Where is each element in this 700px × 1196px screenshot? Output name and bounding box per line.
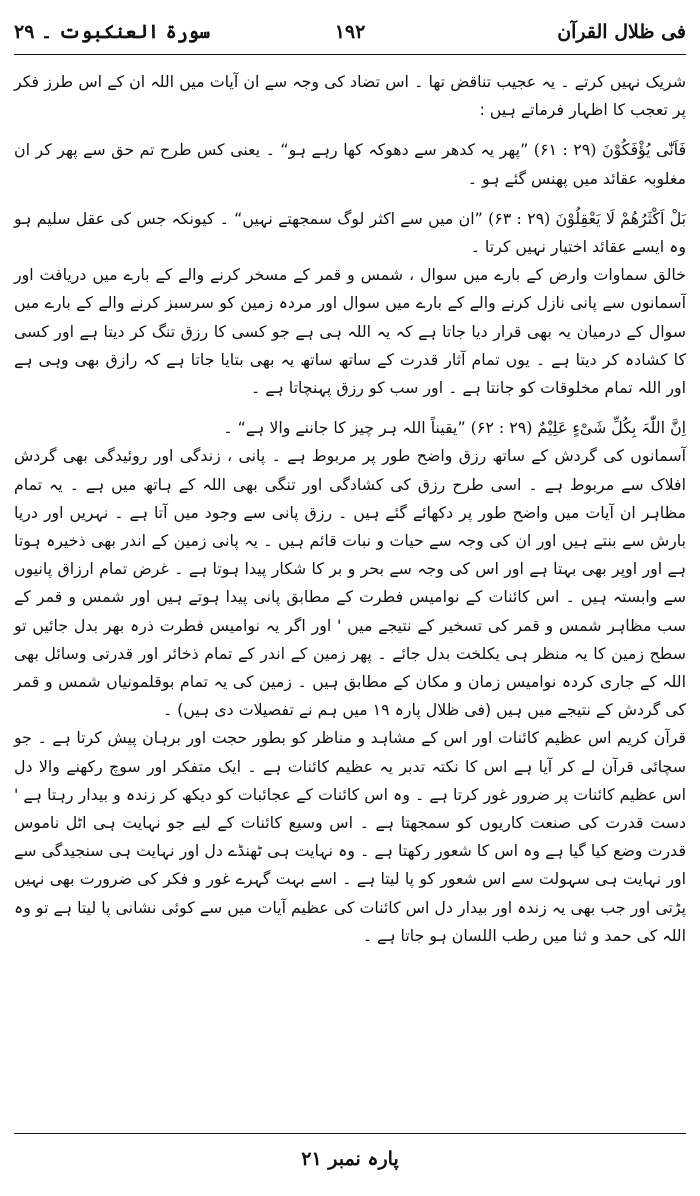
paragraph-text: خالق سماوات وارض کے بارے میں سوال ، شمس و قمر کے مسخر کرنے والے کے بارے میں دریافت اور آسمانوں سے پانی نازل کرنے والے کے بارے میں سوال اور مردہ زمین کو سرسبز کرنے والے کے بارے میں سوال کے درمیان یہ بھی قرار دیا جاتا ہے کہ یہ اللہ ہی ہے جو کسی کا رزق تنگ کر دیتا ہے اور کسی کا کشادہ کر دیتا ہے ۔ یوں تمام آثار قدرت کے ساتھ ساتھ یہ بھی بتایا جاتا ہے کہ رازق بھی وہی ہے اور اللہ تمام مخلوقات کو جانتا ہے ۔ اور سب کو رزق پہنچاتا ہے ۔ (14, 265, 686, 398)
paragraph-text: شریک نہیں کرتے ۔ یہ عجیب تناقض تھا ۔ اس تضاد کی وجہ سے ان آیات میں اللہ ان کے اس طرز فکر پر تعجب کا اظہار فرماتے ہیں : (14, 72, 686, 120)
paragraph-text: آسمانوں کی گردش کے ساتھ رزق واضح طور پر مربوط ہے ۔ پانی ، زندگی اور روئیدگی بھی گردش افلاک سے مربوط ہے ۔ اسی طرح رزق کی کشادگی اور تنگی بھی اللہ کے ہاتھ میں ہے ۔ یہ تمام مظاہر ان آیات میں واضح طور پر دکھائے گئے ہیں ۔ رزق پانی سے وجود میں آتا ہے ۔ نہریں اور دریا بارش سے بنتے ہیں اور ان کی وجہ سے حیات و نبات قائم ہیں ۔ یہ پانی زمین کے اندر بھی ذخیرہ ہوتا ہے اور اوپر بھی بہتا ہے اور اس کی وجہ سے بحر و بر کا شکار پیدا ہوتا ہے ۔ غرض تمام ارزاق پانیوں سے وابستہ ہیں ۔ اس کائنات کے نوامیس فطرت کے مطابق پانی پیدا ہوتے ہیں اور شمس و قمر کے سب مظاہر شمس و قمر کی تسخیر کے نتیجے میں ' اور اگر یہ نوامیس فطرت ذرہ بھر بدل جائیں تو سطح زمین کا یہ منظر ہی یکلخت بدل جائے ۔ پھر زمین کے اندر کے تمام ذخائر اور قدرتی وسائل بھی اللہ کے جاری کردہ نوامیس زمان و مکان کے مطابق ہیں ۔ زمین کی یہ تمام بوقلمونیاں شمس و قمر کی گردش کے نتیجے میں ہیں (فی ظلال پارہ ۱۹ میں ہم نے تفصیلات دی ہیں) ۔ (14, 446, 686, 720)
paragraph-text: ”یقیناً اللہ ہر چیز کا جاننے والا ہے“ ۔ (223, 418, 466, 438)
book-title: فی ظلال القرآن (557, 21, 686, 43)
paragraph (14, 414, 686, 442)
surah-label: سورۃ العنکبوت ۔ ۲۹ (14, 21, 211, 43)
paragraph-text: ”ان میں سے اکثر لوگ سمجھتے نہیں“ ۔ کیونکہ جس کی عقل سلیم ہو وہ ایسے عقائد اختیار نہیں کرتا ۔ (14, 208, 686, 257)
footer-divider (14, 1133, 686, 1134)
part-label: پارہ نمبر ۲۱ (301, 1148, 399, 1170)
page-header (14, 14, 686, 50)
quran-verse: فَاَنّٰی یُؤْفَکُوْنَ (۲۹ : ۶۱) (533, 140, 686, 160)
paragraph (14, 68, 686, 124)
page-number: ۱۹۲ (334, 21, 366, 43)
paragraph (14, 136, 686, 192)
paragraph (14, 205, 686, 261)
paragraph-text: قرآن کریم اس عظیم کائنات اور اس کے مشاہد و مناظر کو بطور حجت اور برہان پیش کرتا ہے ۔ جو سچائی قرآن لے کر آیا ہے اس کا نکتہ تدبر یہ عظیم کائنات ہے ۔ ایک متفکر اور سوچ رکھنے والا دل اس عظیم کائنات پر ضرور غور کرتا ہے ۔ وہ اس کائنات کے عجائبات کو دیکھ کر زندہ و بیدار رہتا ہے ' دست قدرت کی صنعت کاریوں کو سمجھتا ہے ۔ اس وسیع کائنات کے لیے جو نہایت ہی اٹل ناموس قدرت وضع کیا گیا ہے وہ اس کا شعور رکھتا ہے ۔ وہ نہایت ہی ٹھنڈے دل اور نہایت ہی سنجیدگی سے اور نہایت ہی سہولت سے اس شعور کو پا لیتا ہے ۔ اسے بہت گہرے غور و فکر کی ضرورت بھی نہیں پڑتی اور جب بھی یہ زندہ اور بیدار دل اس کائنات کی عظیم آیات میں سے کوئی نشانی پا لیتا ہے تو وہ اللہ کی حمد و ثنا میں رطب اللسان ہو جاتا ہے ۔ (14, 728, 686, 945)
paragraph (14, 261, 686, 402)
paragraph (14, 442, 686, 724)
page-footer (14, 1148, 686, 1180)
paragraph (14, 724, 686, 950)
paragraph-text: ”پھر یہ کدھر سے دھوکہ کھا رہے ہو“ ۔ یعنی کس طرح تم حق سے پھر کر ان مغلوبہ عقائد میں پھنس گئے ہو ۔ (14, 140, 686, 188)
quran-verse: اِنَّ اللّٰہَ بِکُلِّ شَیْءٍ عَلِیْمٌ (۲۹ : ۶۲) (470, 418, 686, 438)
header-divider (14, 54, 686, 55)
body-text (14, 68, 686, 950)
quran-verse: بَلْ اَکْثَرُھُمْ لَا یَعْقِلُوْنَ (۲۹ : ۶۳) (488, 208, 686, 228)
